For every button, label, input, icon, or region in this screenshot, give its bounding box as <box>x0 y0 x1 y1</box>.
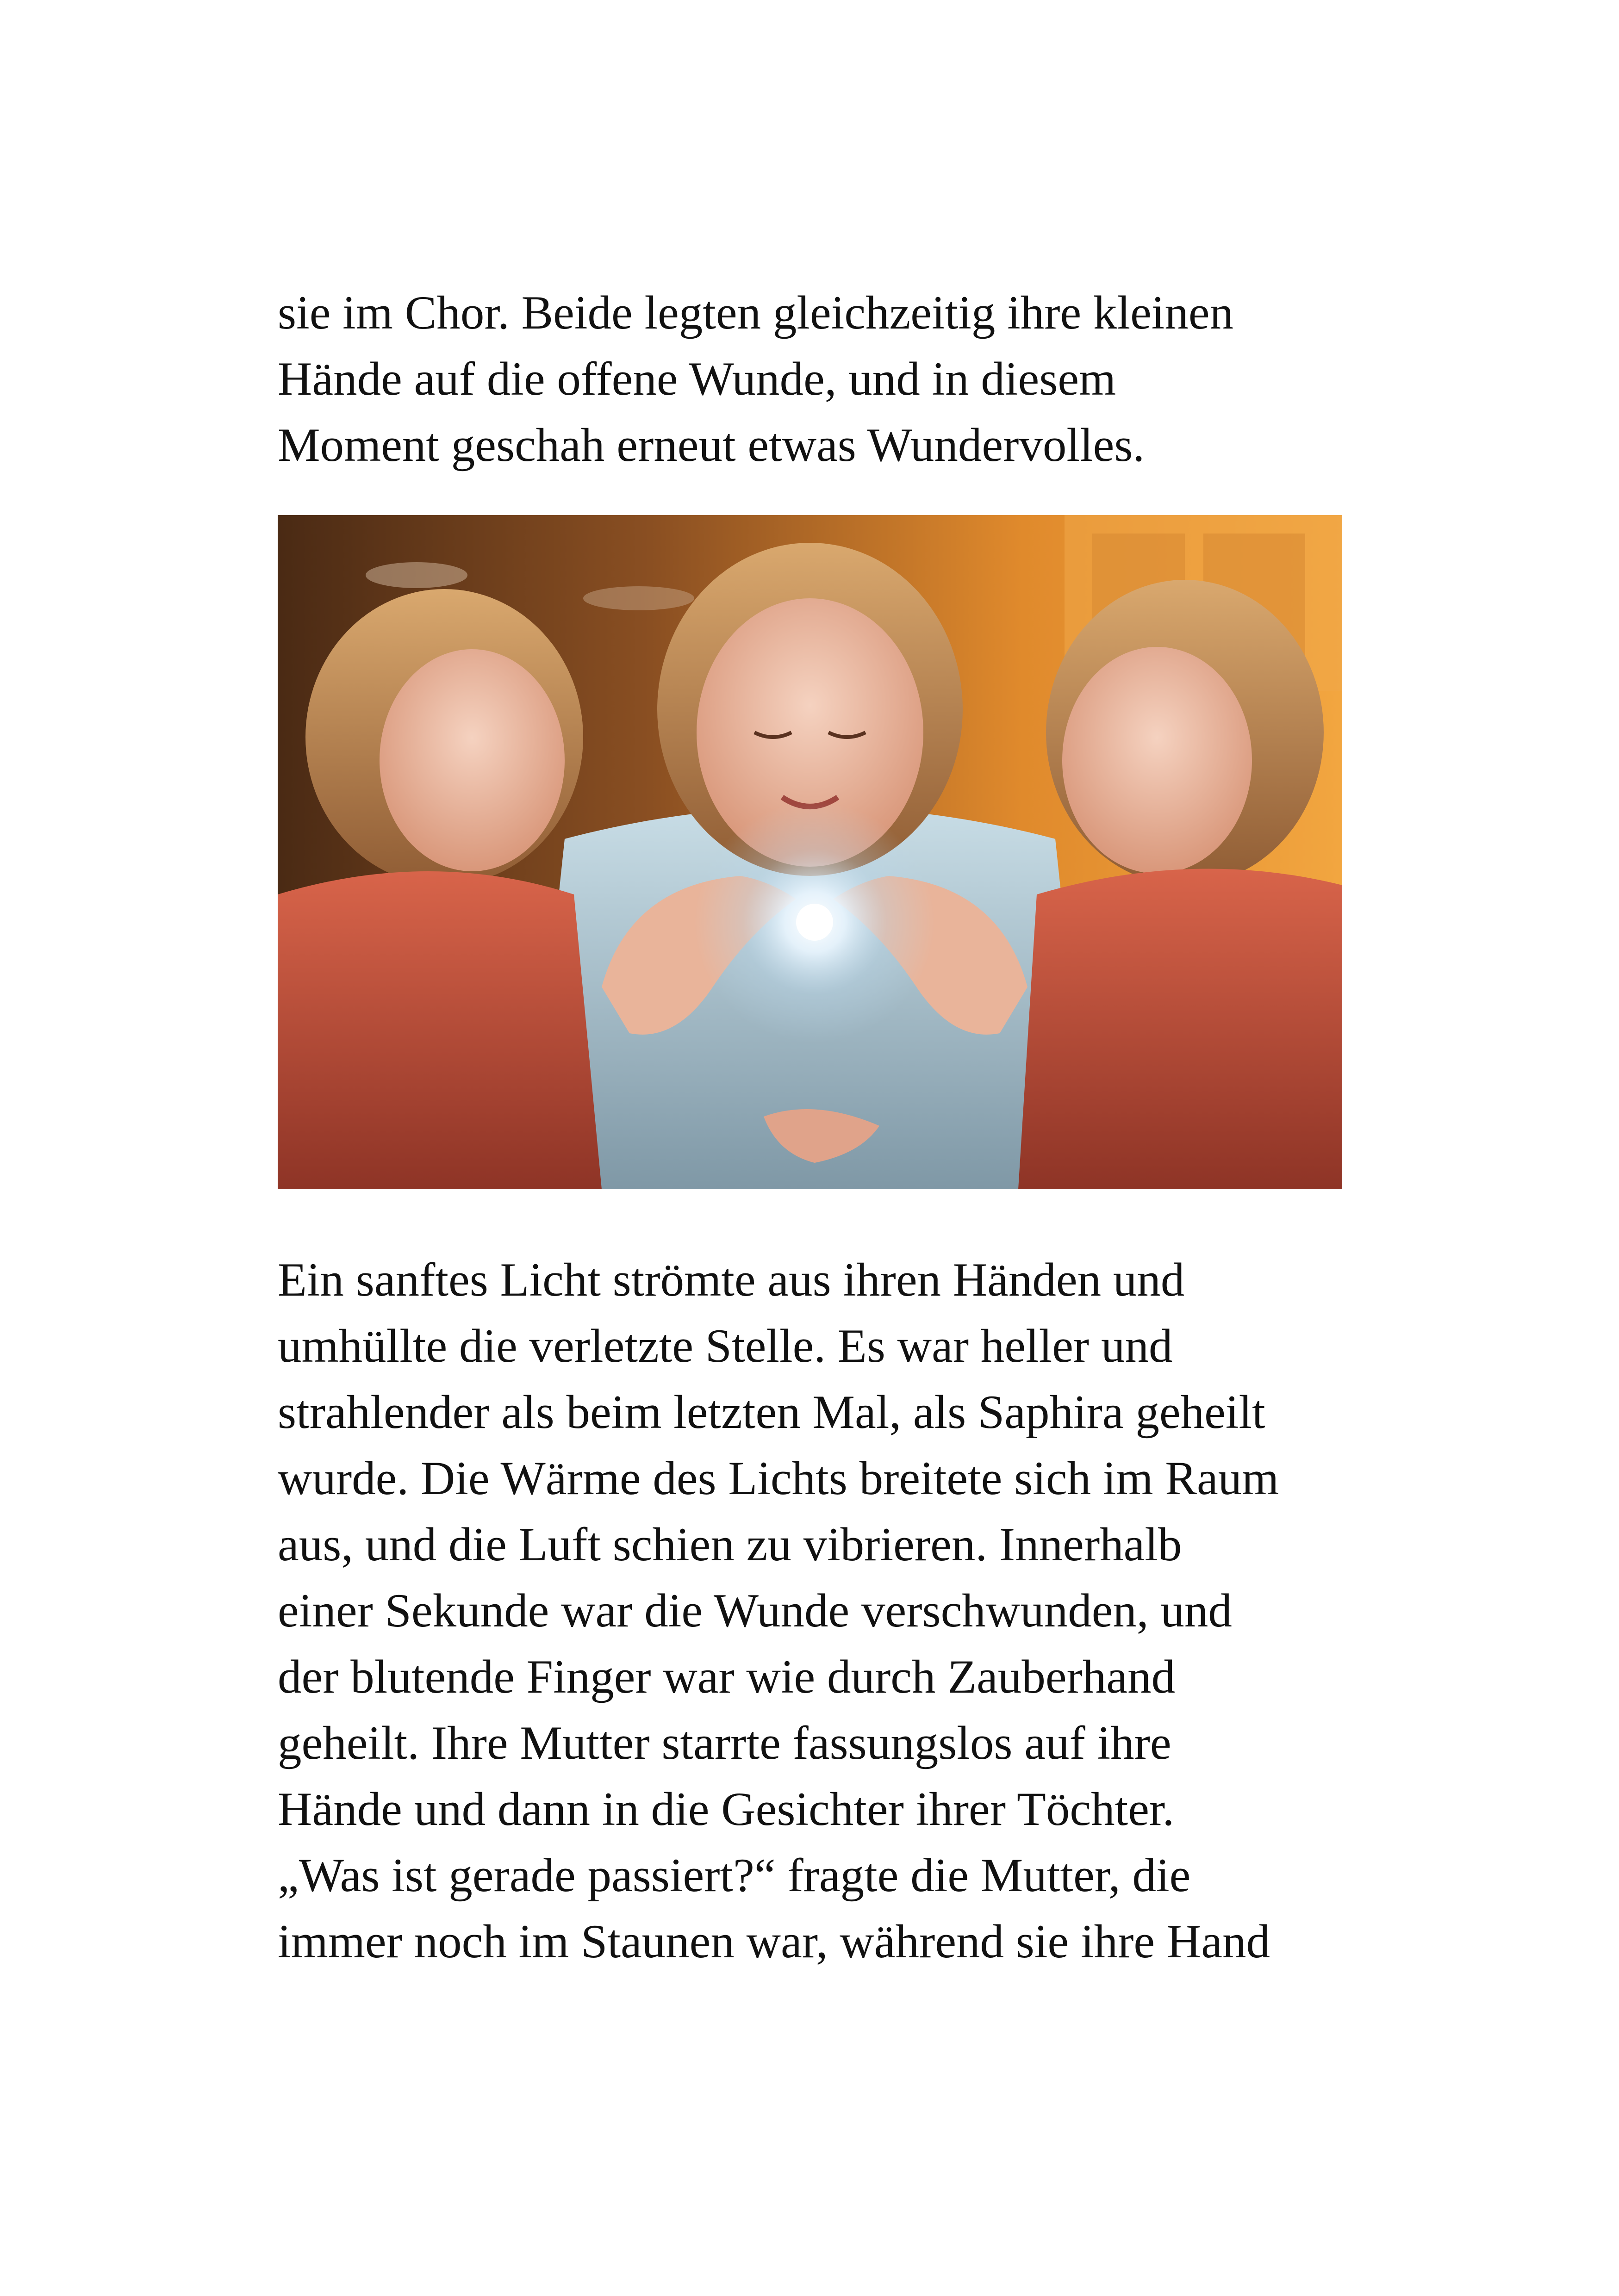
paragraph-top <box>278 280 1351 478</box>
right-girl-face <box>1062 647 1252 874</box>
text-line: „Was ist gerade passiert?“ fragte die Mutter, die <box>278 1849 1191 1902</box>
right-girl-sweater <box>1018 869 1342 1189</box>
text-line: aus, und die Luft schien zu vibrieren. Innerhalb <box>278 1518 1182 1571</box>
text-line: der blutende Finger war wie durch Zauberhand <box>278 1651 1176 1703</box>
text-line: wurde. Die Wärme des Lichts breitete sich im Raum <box>278 1452 1279 1505</box>
text-line: strahlender als beim letzten Mal, als Saphira geheilt <box>278 1386 1265 1439</box>
illustration-svg <box>278 515 1342 1189</box>
illustration-mother-and-daughters <box>278 515 1342 1189</box>
left-girl-face <box>380 649 565 871</box>
text-line: Hände und dann in die Gesichter ihrer Töchter. <box>278 1783 1175 1836</box>
text-line: Hände auf die offene Wunde, und in diesem <box>278 353 1116 405</box>
text-line: einer Sekunde war die Wunde verschwunden, und <box>278 1584 1232 1637</box>
text-line: Ein sanftes Licht strömte aus ihren Händen und <box>278 1253 1185 1306</box>
paragraph-bottom <box>278 1247 1351 1975</box>
left-girl-sweater <box>278 871 602 1189</box>
text-line: Moment geschah erneut etwas Wundervolles. <box>278 419 1145 472</box>
healing-light-core <box>796 904 833 941</box>
text-line: geheilt. Ihre Mutter starrte fassungslos auf ihre <box>278 1717 1171 1769</box>
text-line: sie im Chor. Beide legten gleichzeitig ihre kleinen <box>278 286 1234 339</box>
text-line: immer noch im Staunen war, während sie ihre Hand <box>278 1915 1270 1968</box>
text-line: umhüllte die verletzte Stelle. Es war heller und <box>278 1320 1173 1372</box>
